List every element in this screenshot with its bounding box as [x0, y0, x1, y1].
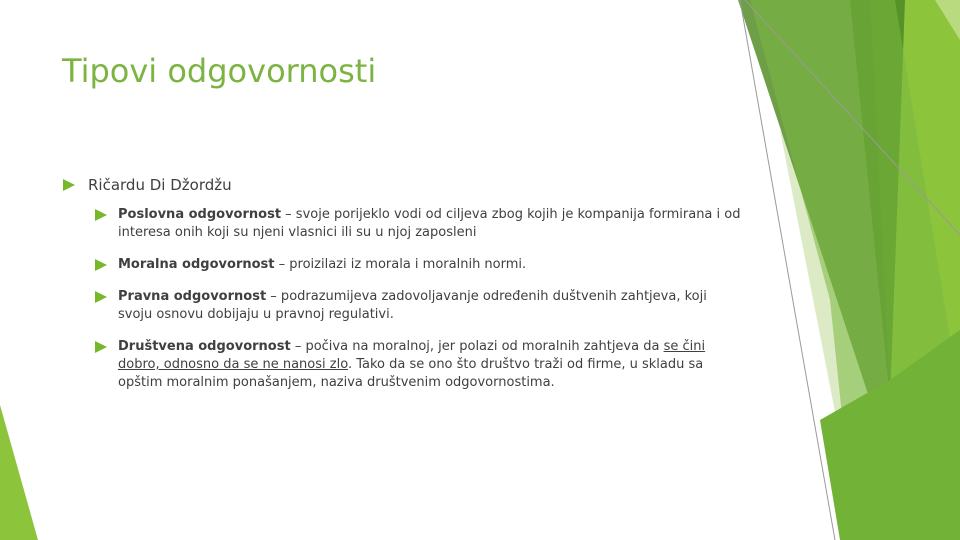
- level1-text: Ričardu Di Džordžu: [88, 176, 232, 194]
- item-text: – podrazumijeva zadovoljavanje određenih duštvenih zahtjeva, koji svoju osnovu dobijaju u pravnoj regulativi.: [118, 289, 707, 322]
- triangle-right-icon: [94, 290, 108, 304]
- item-text: . Tako da se ono što društvo traži od firme, u skladu sa opštim moralnim ponašanjem, naziva društvenim odgovornostima.: [118, 357, 704, 390]
- list-item: [62, 338, 742, 392]
- slide-title: Tipovi odgovornosti: [62, 52, 377, 90]
- item-text: – proizilazi iz morala i moralnih normi.: [274, 257, 527, 272]
- content-list: [62, 172, 742, 406]
- item-term: Poslovna odgovornost: [118, 207, 282, 222]
- facet-left-corner: [0, 405, 38, 540]
- triangle-right-icon: [94, 258, 108, 272]
- triangle-right-icon: [94, 340, 108, 354]
- item-term: Društvena odgovornost: [118, 339, 291, 354]
- list-item: [62, 288, 742, 324]
- item-text: – počiva na moralnoj, jer polazi od moralnih zahtjeva da: [290, 339, 664, 354]
- list-item: [62, 256, 742, 274]
- list-item-level1: [62, 172, 742, 198]
- item-term: Moralna odgovornost: [118, 257, 275, 272]
- triangle-right-icon: [94, 208, 108, 222]
- triangle-right-icon: [62, 178, 76, 192]
- list-item: [62, 206, 742, 242]
- item-text-underlined: se čini dobro, odnosno da se ne nanosi zlo: [118, 339, 706, 372]
- item-text: – svoje porijeklo vodi od ciljeva zbog kojih je kompanija formirana i od interesa onih koji su njeni vlasnici ili su u njoj zaposleni: [118, 207, 741, 240]
- item-term: Pravna odgovornost: [118, 289, 267, 304]
